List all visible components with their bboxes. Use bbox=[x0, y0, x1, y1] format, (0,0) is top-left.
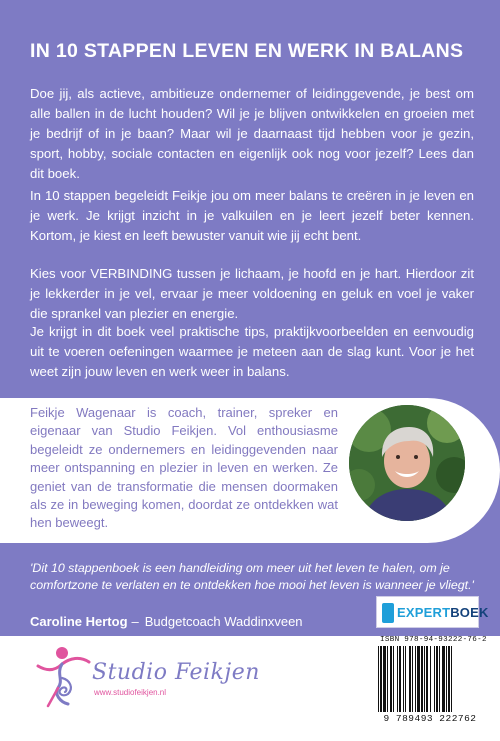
testimonial-quote: 'Dit 10 stappenboek is een handleiding om meer uit het leven te halen, om je comfortzone te verlaten en te ontdekken hoe mooi het leven is wanneer je vliegt.' bbox=[30, 561, 474, 592]
studio-logo-name: Studio Feikjen bbox=[92, 660, 260, 685]
steps-paragraph: In 10 stappen begeleidt Feikje jou om meer balans te creëren in je leven en je werk. Je krijgt inzicht in je valkuilen en je leert jezelf beter kennen. Kortom, je kiest en leeft bewuster vanuit wie jij echt bent. bbox=[30, 188, 474, 243]
barcode-digits: 9 789493 222762 bbox=[383, 713, 477, 724]
barcode bbox=[378, 646, 482, 712]
publisher-name bbox=[397, 605, 489, 620]
testimonial-attribution bbox=[30, 614, 303, 629]
publisher-name-part2: BOEK bbox=[450, 605, 489, 620]
author-bio: Feikje Wagenaar is coach, trainer, spreker en eigenaar van Studio Feikjen. Vol enthousiasme begeleidt ze ondernemers en leidinggevenden naar meer ontspanning en plezier in leven en werken. Ze geniet van de transformatie die mensen doormaken als ze in beweging komen, doordat ze ontdekken wat hen beweegt. bbox=[30, 405, 338, 531]
author-photo bbox=[346, 402, 468, 524]
attribution-separator: – bbox=[131, 614, 139, 629]
publisher-logo bbox=[376, 596, 489, 628]
publisher-e-icon bbox=[382, 603, 394, 623]
isbn-text: ISBN 978-94-93222-76-2 bbox=[380, 636, 487, 644]
tips-paragraph: Je krijgt in dit boek veel praktische tips, praktijkvoorbeelden en eenvoudig uit te voeren oefeningen waarmee je meteen aan de slag kunt. Voor je het weet zijn jouw leven en werk weer in balans. bbox=[30, 324, 474, 379]
intro-paragraph: Doe jij, als actieve, ambitieuze ondernemer of leidinggevende, je best om alle ballen in de lucht houden? Wil je je blijven ontwikkelen en groeien met je bedrijf of in je baan? Maar wil je daarnaast tijd hebben voor je gezin, sport, hobby, sociale contacten en eigenlijk ook nog voor jezelf? Lees dan dit boek. bbox=[30, 86, 474, 181]
studio-url: www.studiofeikjen.nl bbox=[94, 688, 167, 697]
attribution-role: Budgetcoach Waddinxveen bbox=[144, 614, 303, 629]
attribution-name: Caroline Hertog bbox=[30, 614, 128, 629]
cover-title: IN 10 STAPPEN LEVEN EN WERK IN BALANS bbox=[30, 40, 464, 62]
dancing-figure-icon bbox=[34, 644, 92, 710]
connection-paragraph: Kies voor VERBINDING tussen je lichaam, je hoofd en je hart. Hierdoor zit je lekkerder in je vel, ervaar je meer voldoening en geluk en voel je vaker die sprankel van plezier en energie. bbox=[30, 266, 474, 321]
publisher-name-part1: EXPERT bbox=[397, 605, 451, 620]
